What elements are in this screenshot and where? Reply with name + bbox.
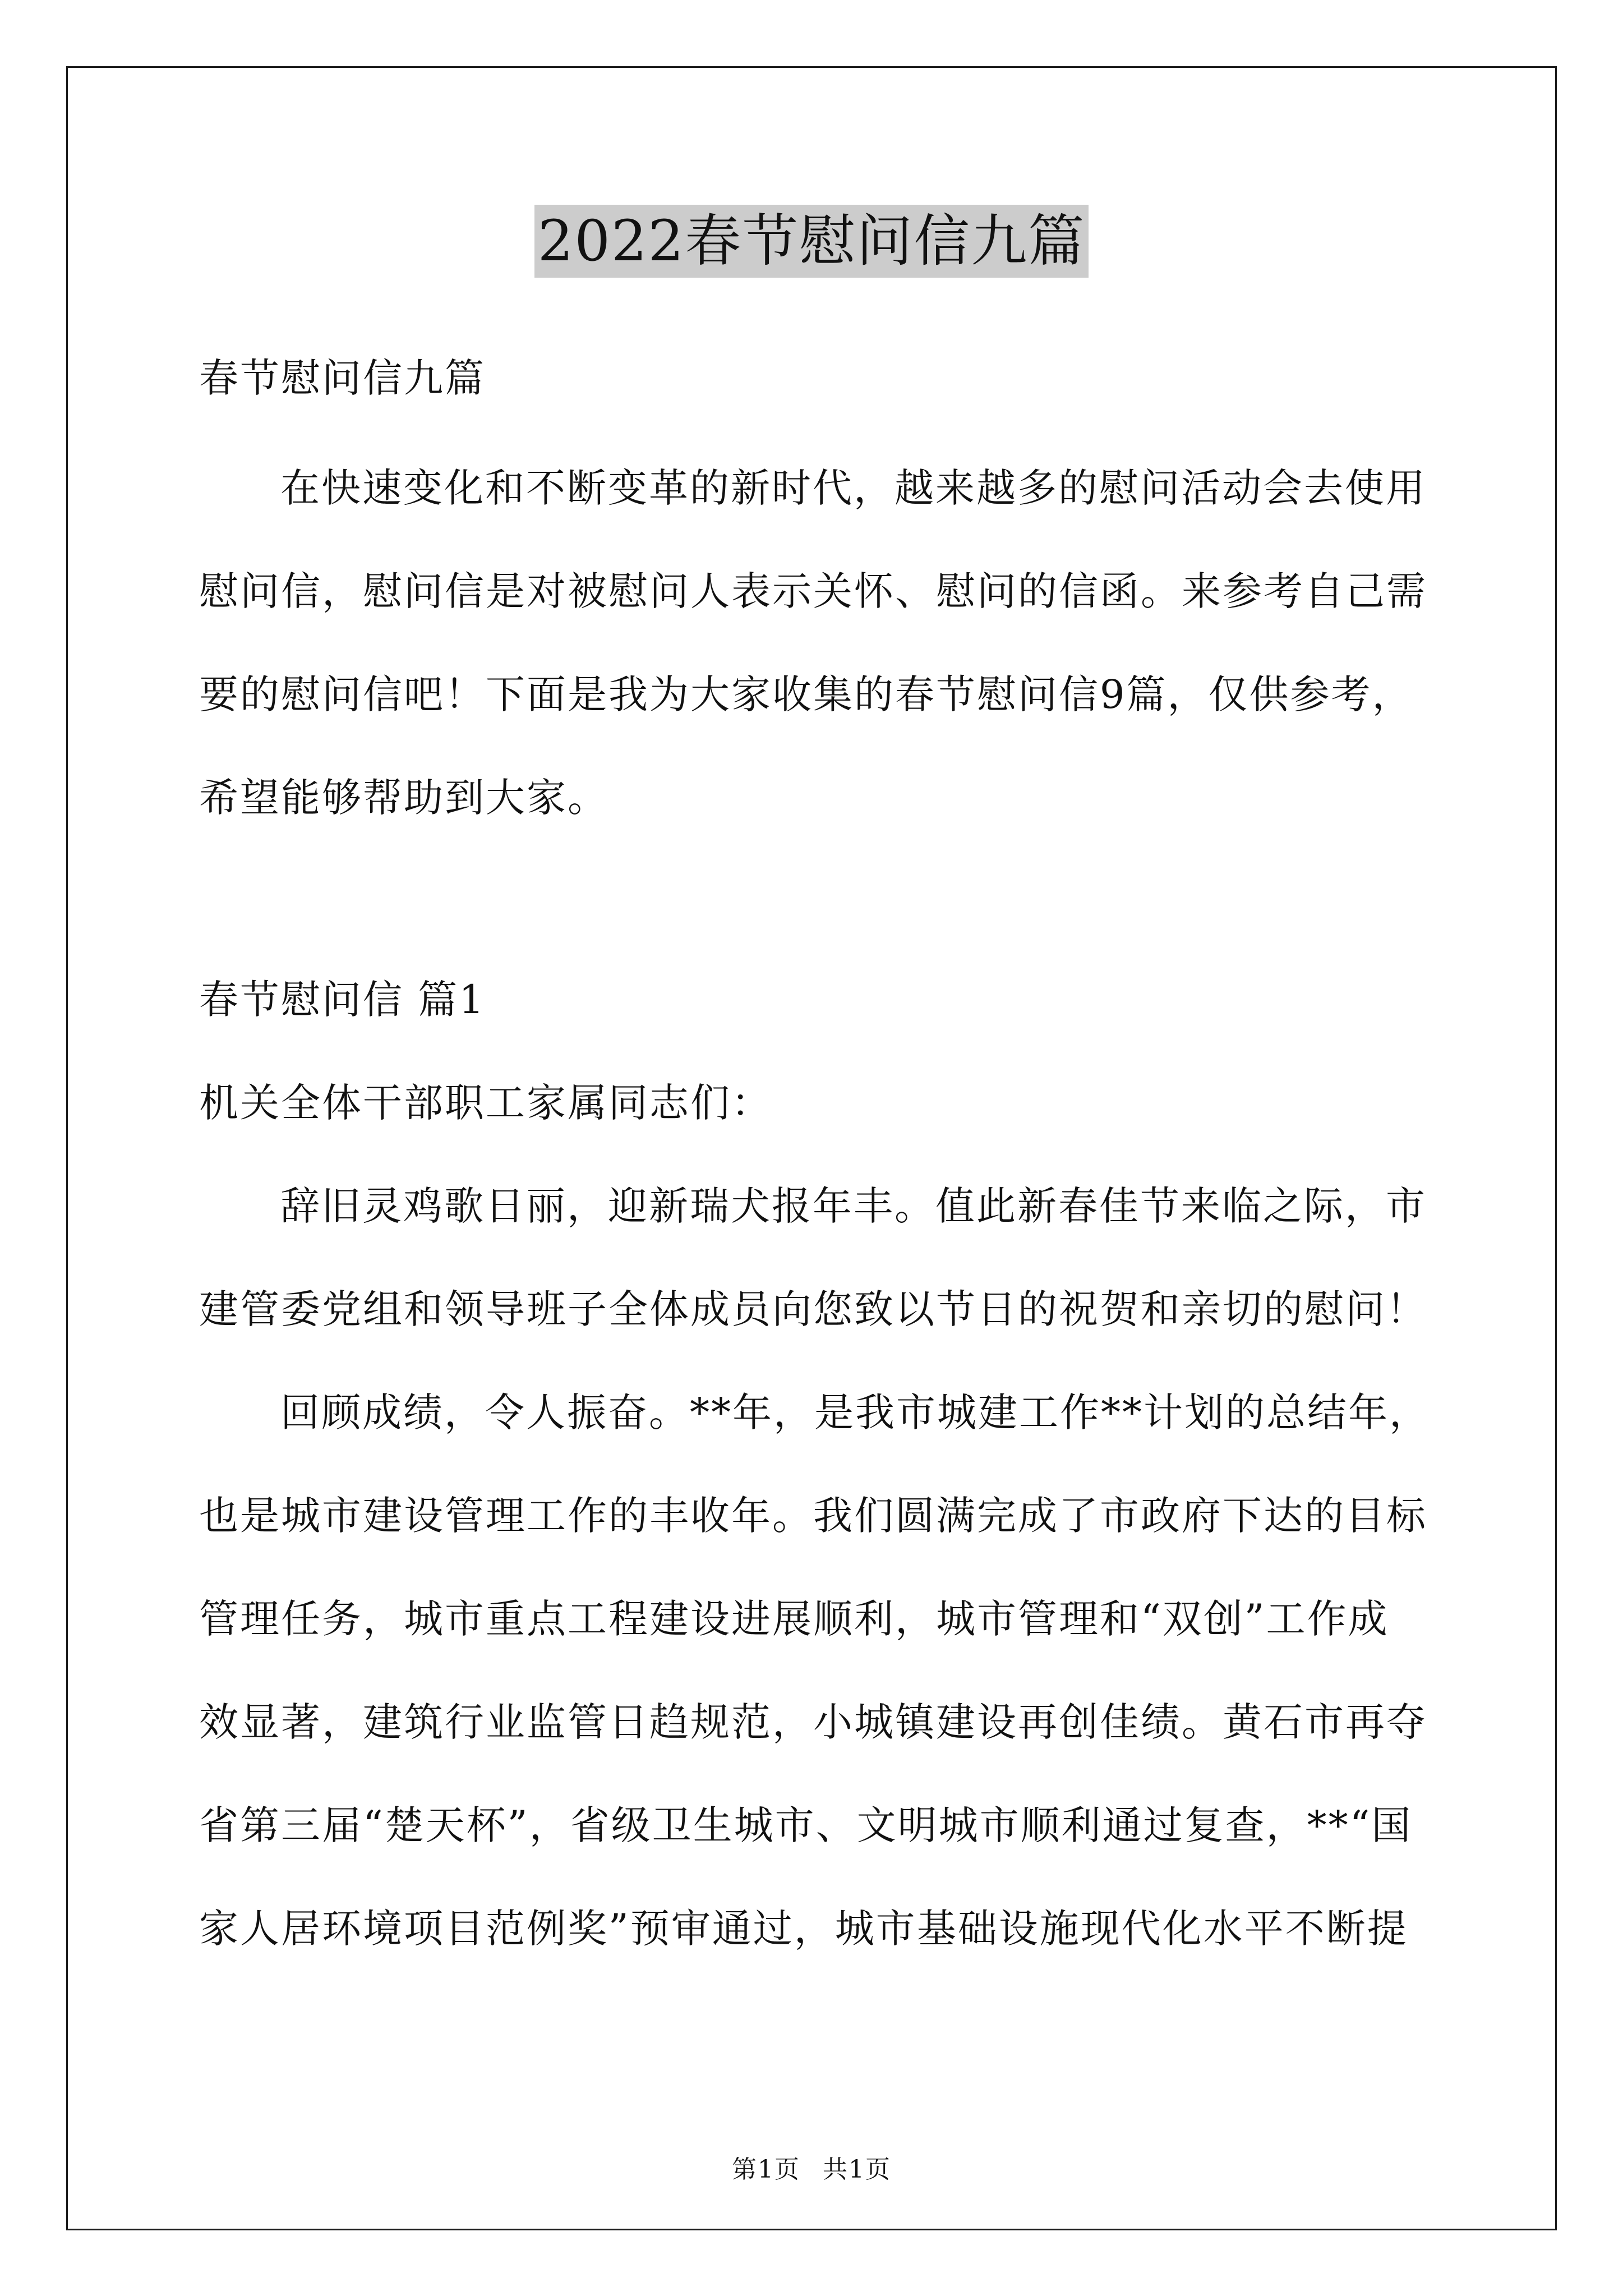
salutation: 机关全体干部职工家属同志们： [199,1080,772,1126]
page-number-current: 第1页 [732,2155,800,2184]
page-footer [0,2153,1623,2187]
paragraph-line: 辞旧灵鸡歌日丽，迎新瑞犬报年丰。值此新春佳节来临之际，市 [280,1183,1427,1229]
paragraph-line: 回顾成绩，令人振奋。**年，是我市城建工作**计划的总结年， [280,1389,1430,1435]
paragraph-line: 建管委党组和领导班子全体成员向您致以节日的祝贺和亲切的慰问！ [199,1286,1427,1332]
paragraph-line: 家人居环境项目范例奖”预审通过，城市基础设施现代化水平不断提 [199,1906,1408,1952]
paragraph-line: 省第三届“楚天杯”，省级卫生城市、文明城市顺利通过复查，**“国 [199,1802,1413,1848]
intro-line: 慰问信，慰问信是对被慰问人表示关怀、慰问的信函。来参考自己需 [199,568,1427,614]
intro-line: 希望能够帮助到大家。 [199,775,608,821]
intro-line: 要的慰问信吧！下面是我为大家收集的春节慰问信9篇，仅供参考， [199,671,1413,717]
document-subtitle: 春节慰问信九篇 [199,355,486,401]
section-heading: 春节慰问信 篇1 [199,977,486,1023]
document-title: 2022春节慰问信九篇 [534,205,1089,278]
paragraph-line: 也是城市建设管理工作的丰收年。我们圆满完成了市政府下达的目标 [199,1493,1427,1539]
paragraph-line: 管理任务，城市重点工程建设进展顺利，城市管理和“双创”工作成 [199,1596,1389,1642]
intro-line: 在快速变化和不断变革的新时代，越来越多的慰问活动会去使用 [280,465,1427,511]
title-container [0,205,1623,278]
page-number-total: 共1页 [823,2155,891,2184]
paragraph-line: 效显著，建筑行业监管日趋规范，小城镇建设再创佳绩。黄石市再夺 [199,1699,1427,1745]
